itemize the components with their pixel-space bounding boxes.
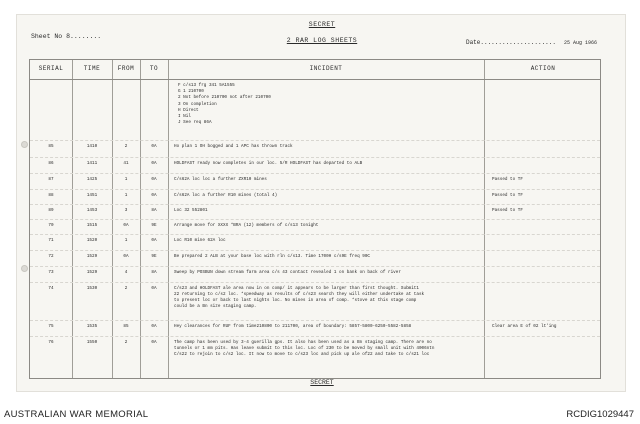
serial-cell: 87 [48, 177, 54, 182]
time-cell: 1529 [86, 254, 98, 259]
date-label: Date..................... [465, 39, 556, 46]
serial-cell: 75 [48, 324, 54, 329]
date-field [466, 39, 597, 46]
col-action-header: ACTION [530, 65, 556, 72]
col-incident-header: INCIDENT [309, 65, 343, 72]
serial-cell: 85 [48, 144, 54, 149]
classification-top: SECRET [308, 21, 336, 28]
from-cell: 41 [123, 161, 129, 166]
from-cell: 2 [124, 340, 128, 345]
header-rule [30, 79, 600, 80]
action-cell: Passed to TF [492, 208, 523, 213]
action-cell: Passed to TF [492, 177, 523, 182]
action-cell: Passed to TF [492, 193, 523, 198]
time-cell: 1550 [86, 340, 98, 345]
row-separator [30, 266, 600, 267]
incident-line: could be a Bn size staging camp. [174, 304, 257, 309]
serial-cell: 72 [48, 254, 54, 259]
preamble-line: I Nil [178, 114, 191, 119]
incident-line: Ho plan 1 OH bogged and 1 APC has thrown track [174, 144, 293, 149]
to-cell: 8A [151, 270, 157, 275]
preamble-line: F c/s13 frg 341 5A1555 [178, 83, 235, 88]
time-cell: 1515 [86, 223, 98, 228]
row-separator [30, 320, 600, 321]
incident-line: Hey clearances for RUF from time210800 to 211700, area of boundary: 5857-5800-6250-5582-5858 [174, 324, 412, 329]
serial-cell: 73 [48, 270, 54, 275]
from-cell: 1 [124, 238, 128, 243]
time-cell: 1520 [86, 238, 98, 243]
row-separator [30, 204, 600, 205]
preamble-line: G 1 210700 [178, 89, 204, 95]
incident-line: Arrange move for XXXX *BRA (12) members of c/s13 tonight [174, 223, 319, 228]
to-cell: 0A [151, 238, 157, 243]
row-separator [30, 189, 600, 190]
to-cell: 0A [151, 286, 157, 291]
incident-line: Be prepared 2 ALB at your base loc with rln c/s13. Time 1700H c/s9E freq 90C [174, 254, 370, 259]
serial-cell: 71 [48, 238, 54, 243]
col-to-header: TO [149, 65, 159, 72]
action-cell: Clear area E of 02 lt'ing [492, 324, 557, 329]
from-cell: 0A [123, 254, 129, 259]
from-cell: 1 [124, 177, 128, 182]
serial-cell: 74 [48, 286, 54, 291]
preamble-line: H Direct [178, 107, 199, 113]
log-table [29, 59, 601, 379]
row-separator [30, 234, 600, 235]
incident-line: C/s22 to rejoin to c/s2 loc. It now to move to c/s23 loc and pick up ale of22 and take to c/s21 loc [174, 352, 430, 357]
col-time-header: TIME [83, 65, 101, 72]
row-separator [30, 157, 600, 158]
to-cell: 0A [151, 177, 157, 182]
to-cell: 0A [151, 144, 157, 149]
serial-cell: 86 [48, 161, 54, 166]
preamble-line: 2 Not before 210700 not after 210700 [178, 95, 271, 101]
log-title: 2 RAR LOG SHEETS [286, 37, 358, 44]
to-cell: 0A [151, 193, 157, 198]
to-cell: 9E [151, 254, 157, 259]
preamble-line: 3 On completion [178, 101, 217, 107]
from-cell: 85 [123, 324, 129, 329]
log-sheet-page [16, 14, 626, 392]
incident-line: Loc 32 552801 [174, 208, 208, 213]
from-cell: 2 [124, 286, 128, 291]
time-cell: 1535 [86, 324, 98, 329]
punch-hole [21, 141, 28, 148]
to-cell: 8A [151, 208, 157, 213]
classification-bottom: SECRET [310, 379, 334, 386]
incident-line: to present loc or back to last nights loc. No mines in area of comp. *stove at this stage comp [174, 298, 417, 303]
institution-caption: AUSTRALIAN WAR MEMORIAL [4, 409, 149, 420]
time-cell: 1411 [86, 161, 98, 166]
row-separator [30, 140, 600, 141]
preamble-line: J See req 86A [178, 120, 212, 126]
col-from-header: FROM [117, 65, 135, 72]
incident-line: tunnels or 1 mm pits. Has leave submit to this loc. Loc of 230 to be moved by small unit with 4006ntn [174, 346, 435, 351]
incident-line: Sweep by POSBUN down stream farm area c/s 43 contact revealed 1 on bank on back of river [174, 270, 401, 275]
from-cell: 4 [124, 270, 128, 275]
date-value: 25 Aug 1966 [563, 40, 597, 46]
incident-line: HOLDFAST ready now completes in our loc. 5/R HOLDFAST has departed to ALB [174, 161, 363, 166]
serial-cell: 88 [48, 193, 54, 198]
to-cell: 9E [151, 223, 157, 228]
incident-line: Loc R10 mine 62A loc [174, 238, 226, 243]
time-cell: 1425 [86, 177, 98, 182]
punch-hole [21, 265, 28, 272]
sheet-number: Sheet No 8........ [31, 33, 102, 40]
time-cell: 1530 [86, 286, 98, 291]
row-separator [30, 173, 600, 174]
to-cell: 0A [151, 340, 157, 345]
incident-line: C/s62A loc a further R10 mines (total 4) [174, 193, 278, 198]
time-cell: 1451 [86, 193, 98, 198]
row-separator [30, 219, 600, 220]
incident-line: The camp has been used by 3-4 guerilla gps. It also has been used as a Bn staging camp. There are no [174, 340, 432, 345]
to-cell: 0A [151, 161, 157, 166]
from-cell: 0A [123, 223, 129, 228]
serial-cell: 70 [48, 223, 54, 228]
from-cell: 2 [124, 144, 128, 149]
time-cell: 1410 [86, 144, 98, 149]
row-separator [30, 336, 600, 337]
incident-line: C/s23 and HOLDFAST ale area now in on comp/ it appears to be larger than first thought. Submit1 [174, 286, 419, 291]
reference-caption: RCDIG1029447 [566, 409, 634, 420]
time-cell: 1529 [86, 270, 98, 275]
row-separator [30, 250, 600, 251]
serial-cell: 76 [48, 340, 54, 345]
time-cell: 1453 [86, 208, 98, 213]
serial-cell: 89 [48, 208, 54, 213]
from-cell: 3 [124, 208, 128, 213]
incident-line: 22 returning to c/s2 loc. *speedway as results of c/s23 search they will either undertake at task [174, 292, 425, 297]
col-serial-header: SERIAL [38, 65, 64, 72]
from-cell: 1 [124, 193, 128, 198]
to-cell: 0A [151, 324, 157, 329]
row-separator [30, 282, 600, 283]
incident-line: C/s62A loc loc a further ZXR10 mines [174, 177, 267, 182]
